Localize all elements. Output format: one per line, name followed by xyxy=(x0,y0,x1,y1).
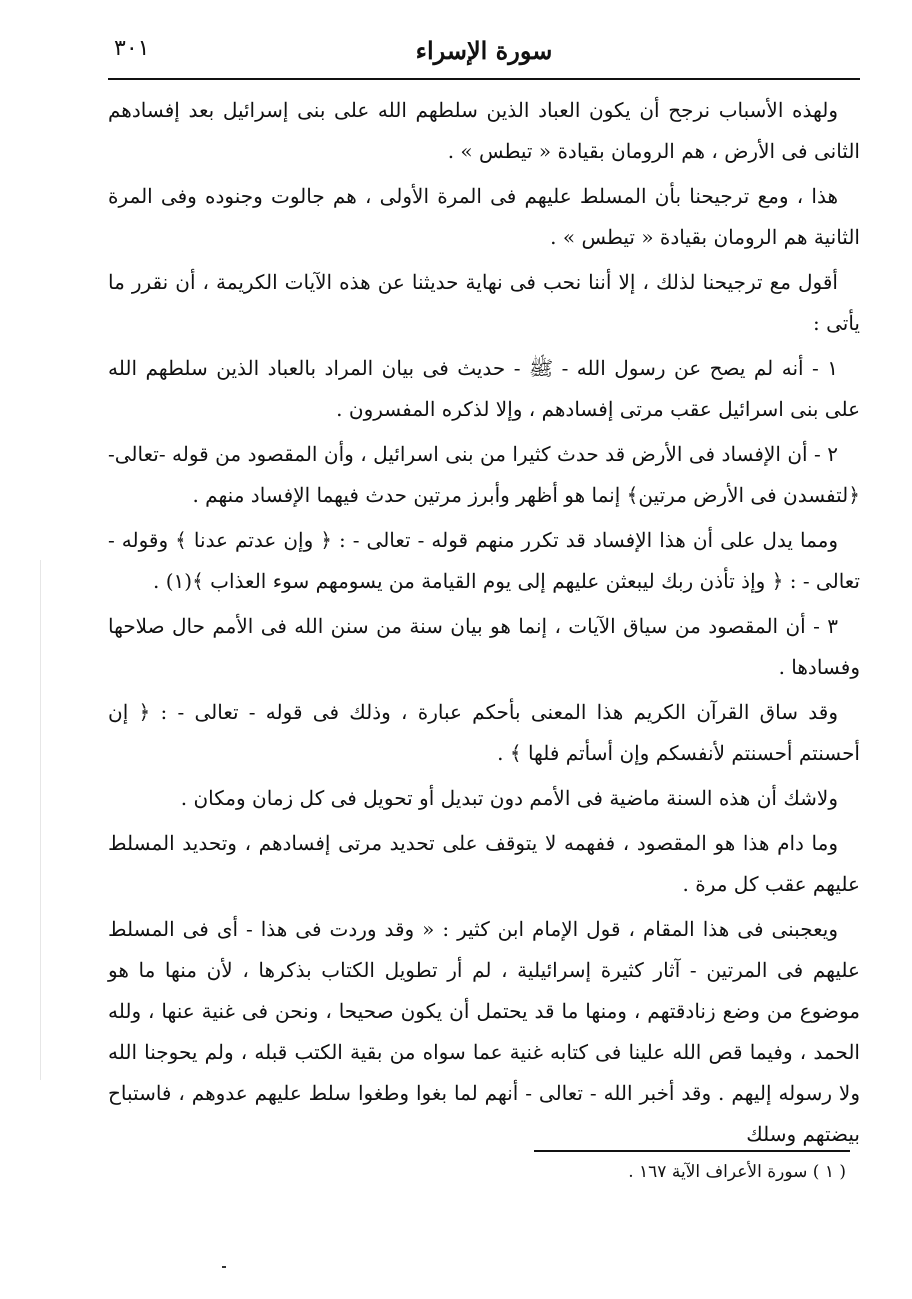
page-header xyxy=(108,30,860,80)
footnote: ( ١ ) سورة الأعراف الآية ١٦٧ . xyxy=(628,1162,846,1182)
scan-speck xyxy=(222,1266,226,1268)
page-number: ٣٠١ xyxy=(114,36,150,61)
paragraph: وما دام هذا هو المقصود ، ففهمه لا يتوقف على تحديد مرتى إفسادهم ، وتحديد المسلط عليهم عقب كل مرة . xyxy=(108,831,860,896)
running-title: سورة الإسراء xyxy=(415,36,553,65)
numbered-point-3: ٣ - أن المقصود من سياق الآيات ، إنما هو بيان سنة من سنن الله فى الأمم حال صلاحها وفسادها . xyxy=(108,614,860,679)
paragraph: ومما يدل على أن هذا الإفساد قد تكرر منهم قوله - تعالى - : ﴿ وإن عدتم عدنا ﴾ وقوله - تعالى - : ﴿ وإذ تأذن ربك ليبعثن عليهم إلى يوم القيامة من يسومهم سوء العذاب ﴾(١) . xyxy=(108,528,860,593)
paragraph: ولاشك أن هذه السنة ماضية فى الأمم دون تبديل أو تحويل فى كل زمان ومكان . xyxy=(180,786,838,810)
numbered-point-2: ٢ - أن الإفساد فى الأرض قد حدث كثيرا من بنى اسرائيل ، وأن المقصود من قوله -تعالى- ﴿لتفسدن فى الأرض مرتين﴾ إنما هو أظهر وأبرز مرتين حدث فيهما الإفساد منهم . xyxy=(108,442,860,507)
numbered-point-1: ١ - أنه لم يصح عن رسول الله - ﷺ - حديث فى بيان المراد بالعباد الذين سلطهم الله على بنى اسرائيل عقب مرتى إفسادهم ، وإلا لذكره المفسرون . xyxy=(108,356,860,421)
paragraph: ولهذه الأسباب نرجح أن يكون العباد الذين سلطهم الله على بنى إسرائيل بعد إفسادهم الثانى فى الأرض ، هم الرومان بقيادة « تيطس » . xyxy=(108,98,860,163)
page-body xyxy=(108,90,860,1159)
paragraph: أقول مع ترجيحنا لذلك ، إلا أننا نحب فى نهاية حديثنا عن هذه الآيات الكريمة ، أن نقرر ما يأتى : xyxy=(108,270,860,335)
paragraph: ويعجبنى فى هذا المقام ، قول الإمام ابن كثير : « وقد وردت فى هذا - أى فى المسلط عليهم فى المرتين - آثار كثيرة إسرائيلية ، لم أر تطويل الكتاب بذكرها ، لأن منها ما هو موضوع من وضع زنادقتهم ، ومنها ما قد يحتمل أن يكون صحيحا ، ونحن فى غنية عنها ، ولله الحمد ، وفيما قص الله علينا فى كتابه غنية عما سواه من بقية الكتب قبله ، ولم يحوجنا الله ولا رسوله إليهم . وقد أخبر الله - تعالى - أنهم لما بغوا وطغوا سلط عليهم عدوهم ، فاستباح بيضتهم وسلك xyxy=(108,917,860,1146)
footnote-divider xyxy=(534,1150,850,1152)
paragraph: هذا ، ومع ترجيحنا بأن المسلط عليهم فى المرة الأولى ، هم جالوت وجنوده وفى المرة الثانية هم الرومان بقيادة « تيطس » . xyxy=(108,184,860,249)
scan-margin-line xyxy=(40,560,41,1080)
paragraph: وقد ساق القرآن الكريم هذا المعنى بأحكم عبارة ، وذلك فى قوله - تعالى - : ﴿ إن أحسنتم أحسنتم لأنفسكم وإن أسأتم فلها ﴾ . xyxy=(108,700,860,765)
